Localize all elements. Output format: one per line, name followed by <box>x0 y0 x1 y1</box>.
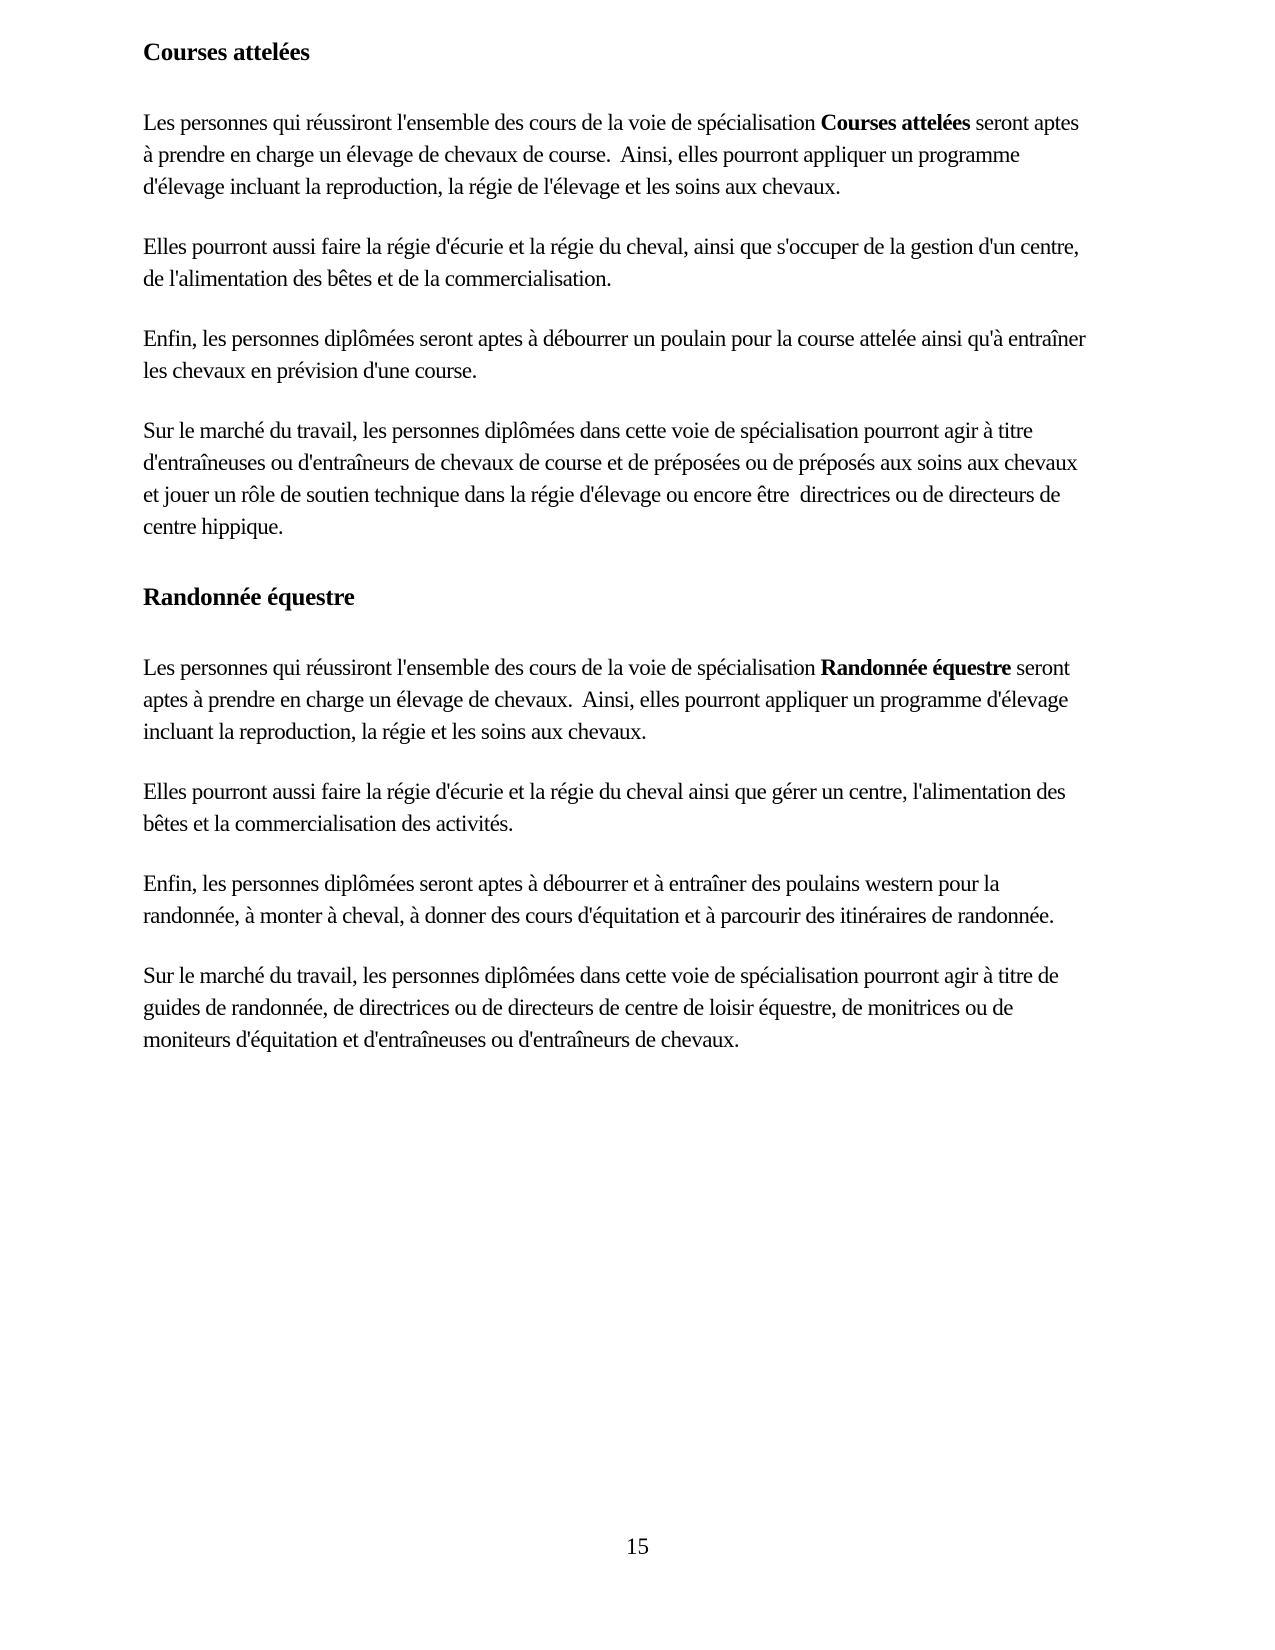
paragraph: Elles pourront aussi faire la régie d'écurie et la régie du cheval ainsi que gérer un centre, l'alimentation des bêtes et la commercialisation des activités. <box>143 779 1071 836</box>
paragraph-text: Les personnes qui réussiront l'ensemble des cours de la voie de spécialisation <box>143 110 821 135</box>
page-number: 15 <box>626 1534 649 1559</box>
document-content <box>143 36 1091 1084</box>
paragraph: Enfin, les personnes diplômées seront aptes à débourrer un poulain pour la course attelée ainsi qu'à entraîner les chevaux en prévision d'une course. <box>143 326 1091 383</box>
section-courses-attelees <box>143 36 1091 543</box>
paragraph: Enfin, les personnes diplômées seront aptes à débourrer et à entraîner des poulains western pour la randonnée, à monter à cheval, à donner des cours d'équitation et à parcourir des itinéraires de randonnée. <box>143 871 1054 928</box>
section-heading-courses-attelees: Courses attelées <box>143 39 310 66</box>
inline-bold-specialization-name: Courses attelées <box>820 110 971 135</box>
section-randonnee-equestre <box>143 581 1088 1056</box>
paragraph: Sur le marché du travail, les personnes diplômées dans cette voie de spécialisation pourront agir à titre de guides de randonnée, de directrices ou de directeurs de centre de loisir équestre, de monitrices ou de moniteurs d'équitation et d'entraîneuses ou d'entraîneurs de chevaux. <box>143 963 1064 1052</box>
section-heading-randonnee-equestre: Randonnée équestre <box>143 584 355 611</box>
paragraph-text: Les personnes qui réussiront l'ensemble des cours de la voie de spécialisation <box>143 655 821 680</box>
paragraph: Elles pourront aussi faire la régie d'écurie et la régie du cheval, ainsi que s'occuper de la gestion d'un centre, de l'alimentation des bêtes et de la commercialisation. <box>143 234 1084 291</box>
paragraph: Sur le marché du travail, les personnes diplômées dans cette voie de spécialisation pourront agir à titre d'entraîneuses ou d'entraîneurs de chevaux de course et de préposées ou de préposés aux soins aux chevaux et jouer un rôle de soutien technique dans la régie d'élevage ou encore être directrices ou de directeurs de centre hippique. <box>143 418 1083 539</box>
inline-bold-specialization-name: Randonnée équestre <box>820 655 1012 680</box>
paragraph-text: seront aptes à prendre en charge un élevage de chevaux de course. Ainsi, elles pourront appliquer un programme d'élevage incluant la reproduction, la régie de l'élevage et les soins aux chevaux. <box>143 110 1084 199</box>
paragraph <box>143 107 1088 203</box>
paragraph <box>143 652 1088 748</box>
paragraph-text: seront aptes à prendre en charge un élevage de chevaux. Ainsi, elles pourront appliquer un programme d'élevage incluant la reproduction, la régie et les soins aux chevaux. <box>143 655 1075 744</box>
